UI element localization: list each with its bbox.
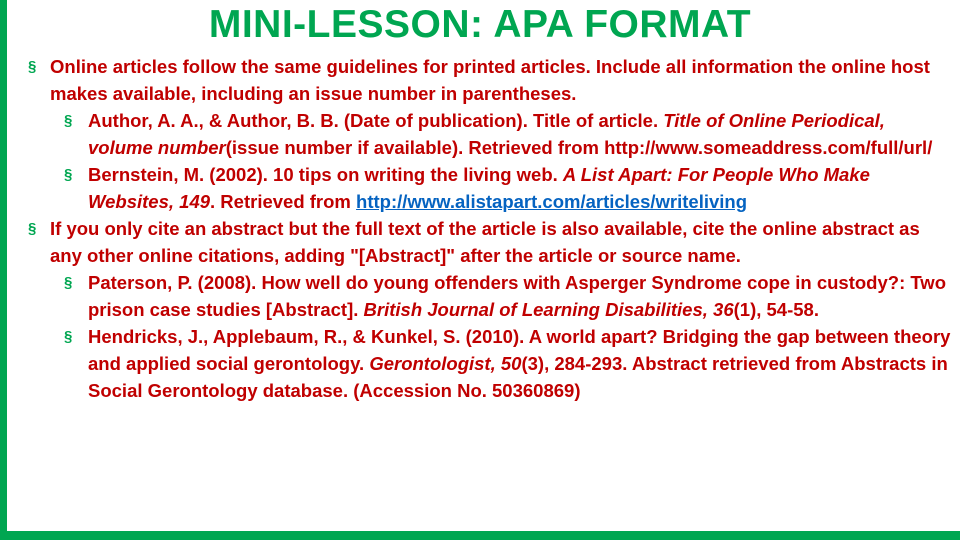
bullet-text: [50, 215, 952, 269]
bullet-item: [64, 107, 952, 161]
text-segment: Author, A. A., & Author, B. B. (Date of publication). Title of article.: [88, 110, 664, 131]
bullet-item: [28, 53, 952, 107]
bullet-list: [28, 53, 952, 404]
bullet-item: [64, 269, 952, 323]
text-segment: Bernstein, M. (2002). 10 tips on writing the living web.: [88, 164, 563, 185]
text-segment: British Journal of Learning Disabilities, 36: [363, 299, 734, 320]
bullet-marker-icon: §: [64, 274, 73, 291]
left-accent-bar: [0, 0, 7, 540]
bottom-accent-bar: [0, 531, 960, 540]
bullet-item: [64, 161, 952, 215]
text-segment: A List Apart: For People Who Make Websites, 149: [88, 164, 870, 212]
bullet-marker-icon: §: [28, 220, 37, 237]
text-segment: Hendricks, J., Applebaum, R., & Kunkel, S. (2010). A world apart? Bridging the gap between theory and applied social gerontology.: [88, 326, 951, 374]
bullet-text: [88, 269, 952, 323]
text-segment: (1), 54-58.: [733, 299, 819, 320]
text-segment: (3), 284-293. Abstract retrieved from Abstracts in Social Gerontology database. (Accession No. 50360869): [88, 353, 948, 401]
slide-title: MINI-LESSON: APA FORMAT: [208, 3, 752, 46]
bullet-item: [28, 215, 952, 269]
bullet-text: [88, 323, 952, 404]
text-segment: Title of Online Periodical, volume number: [88, 110, 885, 158]
bullet-marker-icon: §: [64, 166, 73, 183]
bullet-text: [50, 53, 952, 107]
text-segment: Paterson, P. (2008). How well do young offenders with Asperger Syndrome cope in custody?: Two prison case studies [Abstract].: [88, 272, 946, 320]
bullet-marker-icon: §: [28, 58, 37, 75]
text-segment: Gerontologist, 50: [369, 353, 522, 374]
bullet-text: [88, 107, 952, 161]
hyperlink[interactable]: http://www.alistapart.com/articles/writeliving: [356, 191, 748, 212]
text-segment: Online articles follow the same guidelines for printed articles. Include all information the online host makes available, including an issue number in parentheses.: [50, 56, 930, 104]
text-segment: (issue number if available). Retrieved from http://www.someaddress.com/full/url/: [225, 137, 933, 158]
text-segment: If you only cite an abstract but the full text of the article is also available, cite the online abstract as any other online citations, adding "[Abstract]" after the article or source name.: [50, 218, 920, 266]
text-segment: . Retrieved from: [210, 191, 357, 212]
bullet-marker-icon: §: [64, 112, 73, 129]
bullet-item: [64, 323, 952, 404]
bullet-text: [88, 161, 952, 215]
bullet-marker-icon: §: [64, 328, 73, 345]
